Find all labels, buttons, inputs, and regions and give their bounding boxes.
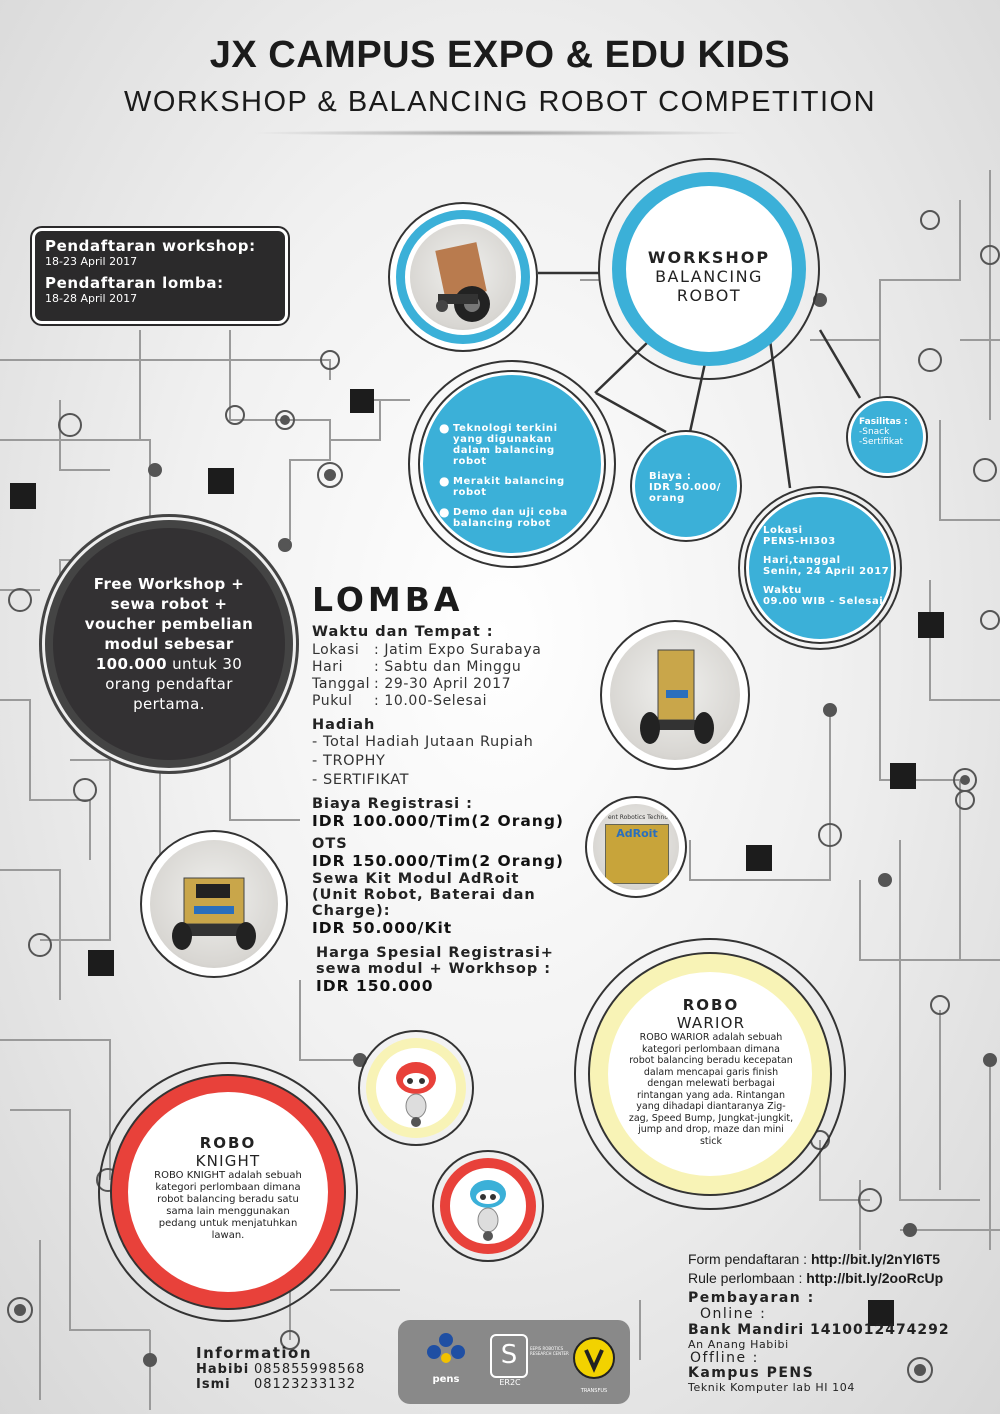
hadiah-label: Hadiah (312, 717, 376, 733)
free-workshop-offer (45, 520, 293, 768)
third-logo (568, 1334, 620, 1392)
robo-warior-subtitle: WARIOR (676, 1014, 746, 1032)
offer-line: modul sebesar (104, 635, 234, 653)
date-value: Senin, 24 April 2017 (763, 566, 890, 577)
features-outer-ring (408, 360, 616, 568)
mascot-yellow-ring (366, 1038, 466, 1138)
contact-row (196, 1362, 396, 1377)
hadiah-item: - TROPHY (312, 753, 386, 769)
sewa-kit-value: IDR 50.000/Kit (312, 919, 453, 937)
time-label: Waktu (763, 585, 802, 596)
ots-label: OTS (312, 836, 348, 852)
mascot-ring-top (358, 1030, 474, 1146)
robo-knight-content (152, 1134, 304, 1242)
payment-offline-detail: Teknik Komputer lab HI 104 (688, 1381, 855, 1394)
form-label: Form pendaftaran : (688, 1251, 811, 1267)
mascot-ring-bottom (432, 1150, 544, 1262)
robot-kit-image (410, 224, 516, 330)
robo-warior-description: ROBO WARIOR adalah sebuah kategori perlombaan dimana robot balancing beradu kecepatan dalam mencapai garis finish dengan melewati berbagai rintangan yang ada. Rintangan yang dihadapi diantaranya Zig-zag, Speed Bump, Jungkat-jungkit, jump and drop, maze dan mini stick (628, 1032, 794, 1147)
schedule-row (312, 642, 612, 659)
er2c-logo (490, 1334, 569, 1394)
date-label: Hari,tanggal (763, 555, 841, 566)
feature-text: Teknologi terkini yang digunakan dalam balancing robot (453, 423, 558, 467)
feature-text: Demo dan uji coba balancing robot (453, 507, 568, 529)
robo-knight-description: ROBO KNIGHT adalah sebuah kategori perlombaan dimana robot balancing beradu satu sama lain menggunakan pedang untuk menjatuhkan lawan. (154, 1170, 302, 1241)
workshop-title (612, 248, 806, 305)
schedule-value: : 10.00-Selesai (374, 693, 488, 709)
robot-image (610, 630, 740, 760)
time-value: 09.00 WIB - Selesai (763, 596, 884, 607)
lomba-registration-dates: 18-28 April 2017 (45, 292, 138, 305)
pens-logo (420, 1330, 472, 1394)
offer-line: orang pendaftar (105, 675, 233, 693)
balancing-robot-photo (410, 224, 516, 330)
contact-phone[interactable]: 085855998568 (254, 1362, 366, 1377)
robo-warior-title: ROBO (682, 996, 740, 1014)
schedule-key: Hari (312, 659, 344, 675)
bullet-icon: ● (439, 505, 451, 519)
adroit-logo (606, 827, 668, 840)
contact-row (196, 1377, 396, 1392)
er2c-subtitle: EEPIS ROBOTICS RESEARCH CENTER (530, 1346, 569, 1356)
facilities-bubble (848, 398, 926, 476)
hadiah-item: - SERTIFIKAT (312, 772, 410, 788)
robot-mascot-icon (376, 1048, 456, 1128)
title-divider (250, 130, 750, 136)
offer-line: pertama. (133, 695, 205, 713)
bullet-icon: ● (439, 474, 451, 488)
schedule-key: Pukul (312, 693, 353, 709)
waktu-tempat-label: Waktu dan Tempat : (312, 624, 494, 640)
form-url[interactable]: http://bit.ly/2nYl6T5 (810, 1251, 941, 1267)
facilities-label: Fasilitas : (859, 417, 908, 427)
sewa-kit-detail: (Unit Robot, Baterai dan Charge): (312, 887, 536, 919)
schedule-key: Lokasi (312, 642, 360, 658)
third-logo-text: TRANSFUS (580, 1388, 608, 1394)
workshop-location (763, 525, 891, 607)
payment-account-name: An Anang Habibi (688, 1338, 789, 1351)
payment-info (688, 1290, 988, 1394)
offer-line: voucher pembelian (84, 615, 254, 633)
bullet-icon: ● (439, 421, 451, 435)
balancing-robot-photo-right (610, 630, 740, 760)
facility-item: -Sertifikat (859, 437, 903, 447)
er2c-mark-icon: S (490, 1334, 528, 1378)
form-link-row (688, 1250, 988, 1269)
offer-amount-rest: untuk 30 (166, 655, 243, 673)
robot-photo-ring-left (140, 830, 288, 978)
pens-emblem-icon (423, 1330, 469, 1370)
feature-item (439, 507, 589, 529)
rule-url[interactable]: http://bit.ly/2ooRcUp (806, 1270, 944, 1286)
fee-value: IDR 50.000/ (649, 482, 722, 493)
registration-dates-box (32, 228, 288, 324)
robot-photo-ring-right (600, 620, 750, 770)
adroit-logo-ad: Ad (616, 827, 633, 840)
rule-label: Rule perlombaan : (688, 1270, 807, 1286)
payment-heading: Pembayaran : (688, 1290, 815, 1306)
offer-line (82, 654, 257, 674)
ots-value: IDR 150.000/Tim(2 Orang) (312, 852, 565, 870)
lomba-registration-label: Pendaftaran lomba: (45, 274, 224, 292)
feature-item (439, 476, 589, 498)
payment-online-label: Online : (700, 1306, 767, 1322)
hadiah-item: - Total Hadiah Jutaan Rupiah (312, 734, 534, 750)
schedule-key: Tanggal (312, 676, 371, 692)
robo-knight-outer-ring (98, 1062, 358, 1322)
workshop-outer-ring (598, 158, 820, 380)
workshop-registration-label: Pendaftaran workshop: (45, 237, 256, 255)
poster-title: JX CAMPUS EXPO & EDU KIDS (209, 34, 791, 76)
sewa-kit-label: Sewa Kit Modul AdRoit (312, 871, 520, 887)
adroit-logo-roit: Roit (632, 827, 658, 840)
features-list (439, 423, 589, 529)
info-heading: Information (196, 1344, 313, 1362)
registration-links (688, 1250, 988, 1288)
schedule-row (312, 693, 612, 710)
location-value: PENS-HI303 (763, 536, 836, 547)
adroit-tagline: ent Robotics Techno (607, 814, 669, 821)
workshop-title-line2: BALANCING (655, 267, 763, 286)
workshop-registration-dates: 18-23 April 2017 (45, 255, 138, 268)
robo-knight-subtitle: KNIGHT (195, 1152, 261, 1170)
contact-name: Habibi (196, 1362, 250, 1377)
poster-subtitle: WORKSHOP & BALANCING ROBOT COMPETITION (123, 86, 877, 118)
robo-knight-title: ROBO (199, 1134, 257, 1152)
biaya-registrasi-value: IDR 100.000/Tim(2 Orang) (312, 812, 565, 830)
schedule-value: : Jatim Expo Surabaya (374, 642, 542, 658)
offer-line: Free Workshop + (93, 575, 245, 593)
lomba-heading: LOMBA (312, 580, 464, 619)
robot-image-left (150, 840, 278, 968)
location-label: Lokasi (763, 525, 803, 536)
lomba-details (312, 624, 612, 995)
workshop-title-line3: ROBOT (676, 286, 742, 305)
robot-mascot-cyan-icon (450, 1168, 526, 1244)
spesial-detail: sewa modul + Workhsop : (316, 961, 552, 977)
feature-text: Merakit balancing robot (453, 476, 565, 498)
pens-logo-text: pens (432, 1374, 460, 1385)
schedule-row (312, 676, 612, 693)
sponsor-logos (398, 1320, 630, 1404)
balancing-robot-photo-left (150, 840, 278, 968)
features-bubble (420, 372, 604, 556)
transfus-emblem-icon (568, 1334, 620, 1384)
workshop-fee (649, 471, 735, 504)
lomba-schedule (312, 642, 612, 710)
schedule-value: : Sabtu dan Minggu (374, 659, 522, 675)
adroit-kit-photo (593, 804, 679, 890)
facility-item: -Snack (859, 427, 890, 437)
workshop-title-line1: WORKSHOP (647, 248, 771, 267)
adroit-board (605, 824, 669, 884)
er2c-logo-text: ER2C (499, 1378, 521, 1387)
spesial-label: Harga Spesial Registrasi+ (316, 945, 554, 961)
facilities (859, 417, 925, 447)
schedule-value: : 29-30 April 2017 (374, 676, 512, 692)
workshop-fee-bubble (632, 432, 740, 540)
payment-offline-label: Offline : (690, 1350, 759, 1366)
workshop-location-bubble (746, 494, 894, 642)
offer-line: sewa robot + (110, 595, 228, 613)
rule-link-row (688, 1269, 988, 1288)
offer-amount: 100.000 (95, 655, 167, 673)
biaya-registrasi-label: Biaya Registrasi : (312, 796, 473, 812)
feature-item (439, 423, 589, 467)
robo-warior-outer-ring (574, 938, 846, 1210)
workshop-location-outer-ring (738, 486, 902, 650)
payment-offline-place: Kampus PENS (688, 1365, 815, 1381)
contact-phone[interactable]: 08123233132 (254, 1377, 356, 1392)
workshop-photo-ring (388, 202, 538, 352)
mascot-red-ring (440, 1158, 536, 1254)
adroit-kit-ring (585, 796, 687, 898)
spesial-value: IDR 150.000 (316, 977, 434, 995)
contact-info (196, 1344, 396, 1392)
contact-name: Ismi (196, 1377, 231, 1392)
robo-warior-content (628, 996, 794, 1147)
fee-value-unit: orang (649, 493, 685, 504)
fee-label: Biaya : (649, 471, 692, 482)
payment-bank: Bank Mandiri 1410012474292 (688, 1322, 950, 1338)
schedule-row (312, 659, 612, 676)
